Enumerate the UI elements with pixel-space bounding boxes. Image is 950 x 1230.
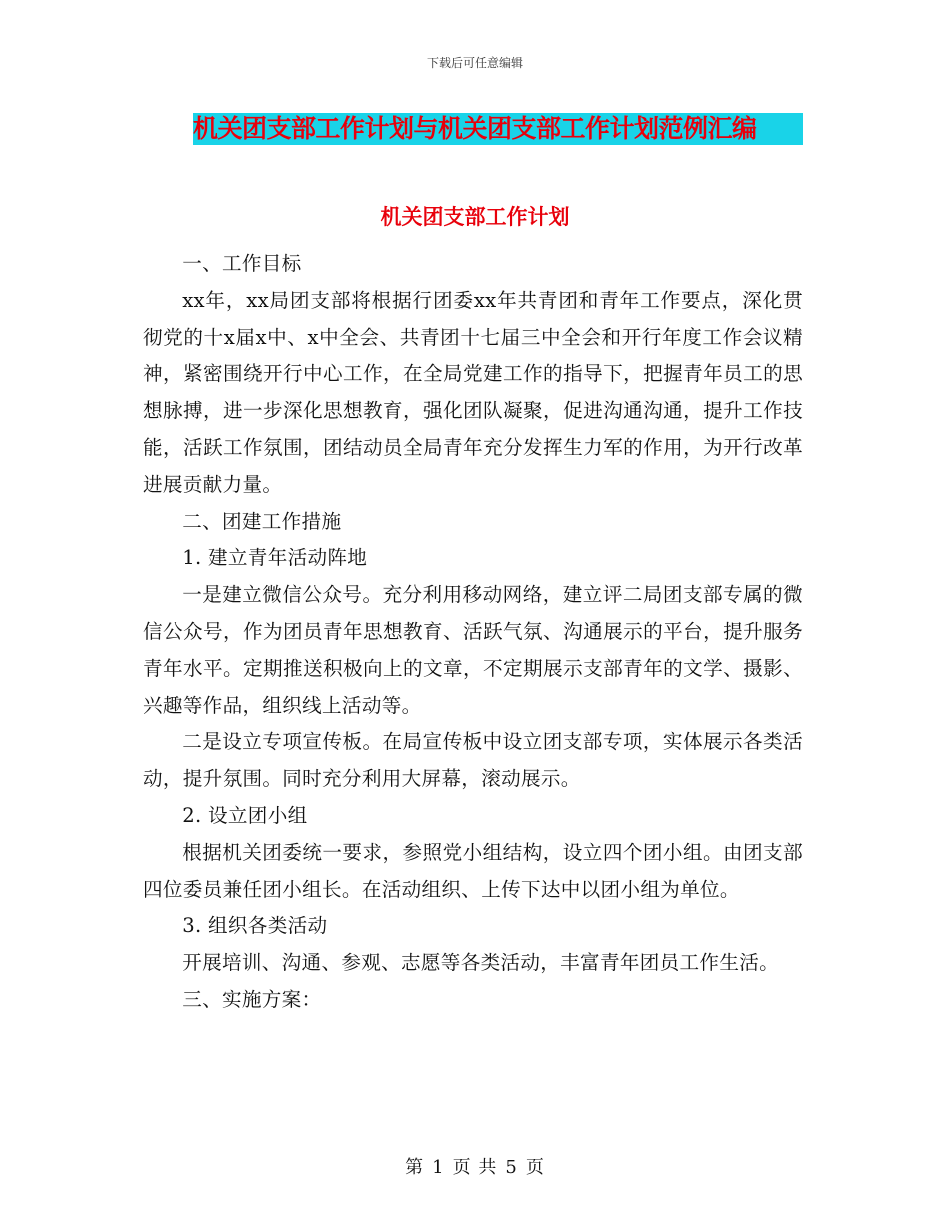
main-title: 机关团支部工作计划与机关团支部工作计划范例汇编	[193, 114, 757, 143]
main-title-highlight	[193, 113, 803, 145]
page-prefix: 第	[405, 1157, 425, 1178]
page-suffix: 页	[525, 1157, 545, 1178]
subheading: 3. 组织各类活动	[182, 914, 328, 938]
subheading: 1. 建立青年活动阵地	[182, 546, 368, 570]
page-total: 5	[505, 1157, 518, 1178]
paragraph: 一是建立微信公众号。充分利用移动网络，建立评二局团支部专属的微信公众号，作为团员青年思想教育、活跃气氛、沟通展示的平台，提升服务青年水平。定期推送积极向上的文章，不定期展示支部青年的文学、摄影、兴趣等作品，组织线上活动等。	[143, 583, 803, 717]
paragraph: 二是设立专项宣传板。在局宣传板中设立团支部专项，实体展示各类活动，提升氛围。同时充分利用大屏幕，滚动展示。	[143, 730, 803, 791]
heading-implementation: 三、实施方案：	[182, 987, 322, 1011]
page-footer	[0, 1153, 950, 1179]
paragraph: 开展培训、沟通、参观、志愿等各类活动，丰富青年团员工作生活。	[182, 951, 779, 975]
subheading: 2. 设立团小组	[182, 803, 308, 827]
header-note: 下载后可任意编辑	[426, 56, 523, 70]
heading-work-goals: 一、工作目标	[182, 252, 302, 275]
heading-measures: 二、团建工作措施	[182, 509, 342, 533]
document-body	[143, 246, 803, 1019]
page-mid: 页 共	[452, 1157, 498, 1178]
page-number: 1	[432, 1157, 445, 1178]
section-title: 机关团支部工作计划	[380, 205, 570, 229]
paragraph: 根据机关团委统一要求，参照党小组结构，设立四个团小组。由团支部四位委员兼任团小组长。在活动组织、上传下达中以团小组为单位。	[143, 840, 803, 901]
paragraph: xx年，xx局团支部将根据行团委xx年共青团和青年工作要点，深化贯彻党的十x届x中、x中全会、共青团十七届三中全会和开行年度工作会议精神，紧密围绕开行中心工作，在全局党建工作的指导下，把握青年员工的思想脉搏，进一步深化思想教育，强化团队凝聚，促进沟通沟通，提升工作技能，活跃工作氛围，团结动员全局青年充分发挥生力军的作用，为开行改革进展贡献力量。	[143, 288, 803, 496]
